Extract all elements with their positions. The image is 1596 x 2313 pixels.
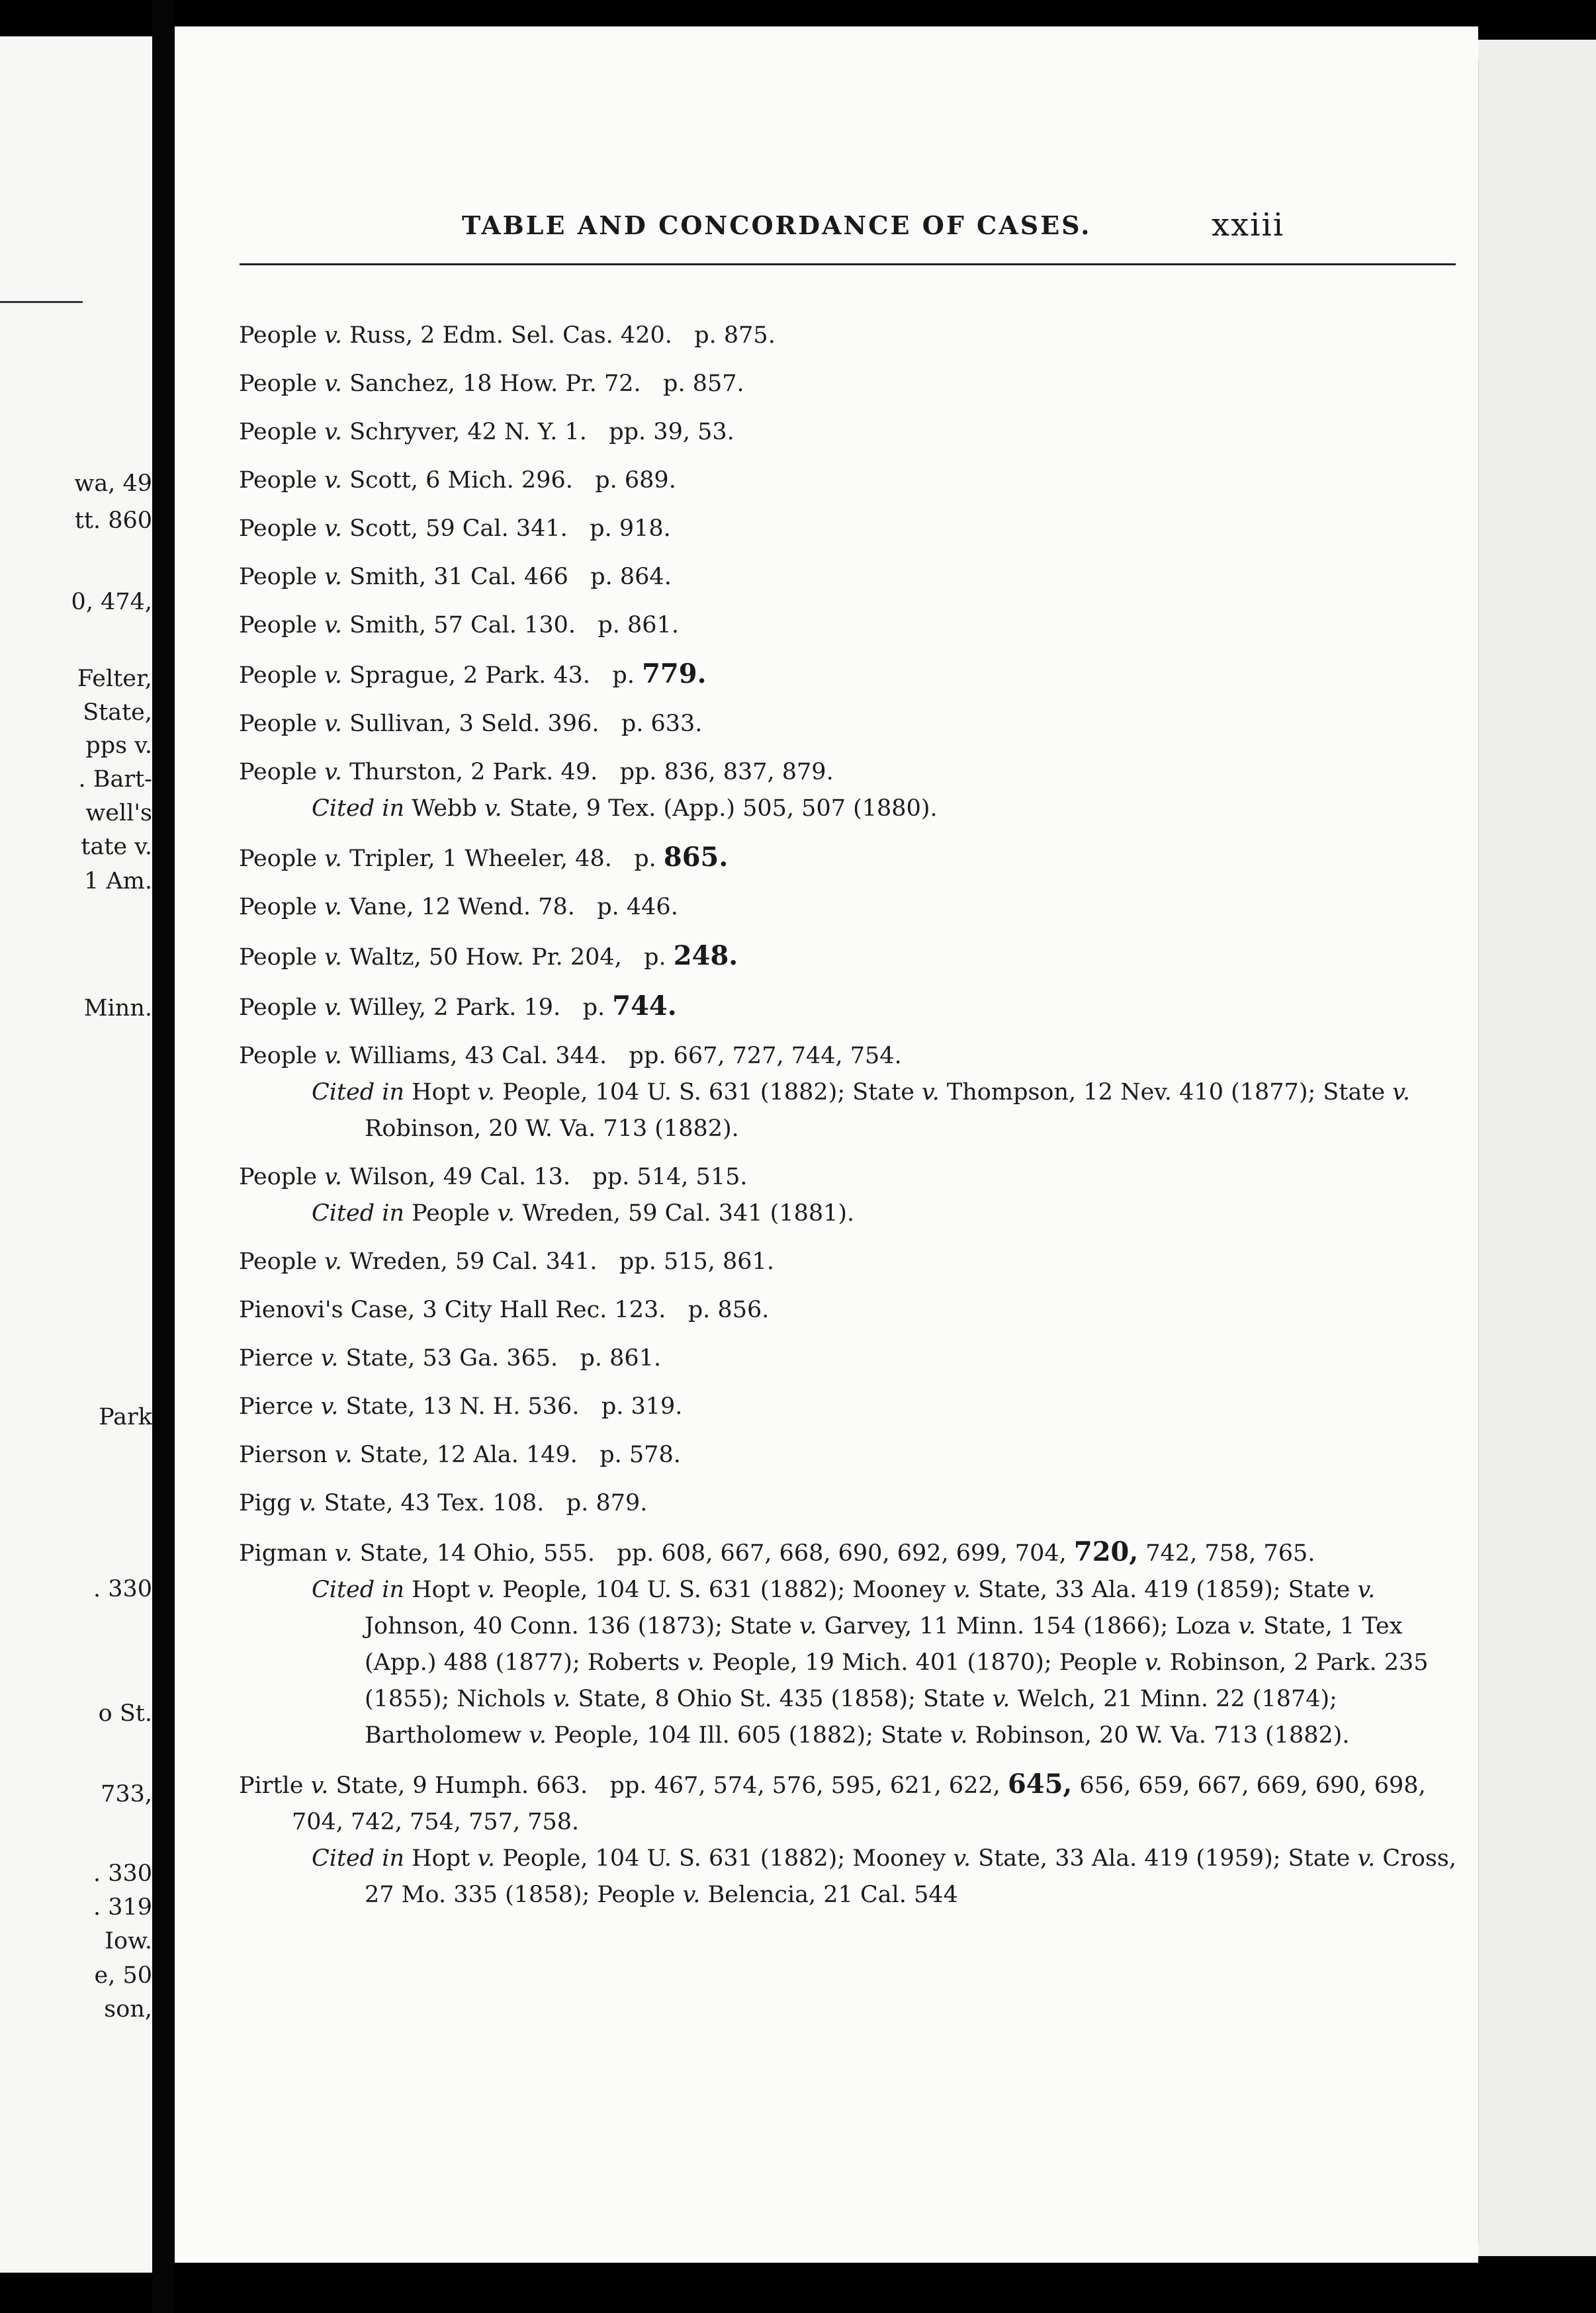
case-line: People v. Wreden, 59 Cal. 341. pp. 515, 861. — [239, 1248, 774, 1275]
left-page-fragment: State, — [83, 699, 152, 726]
page-number: xxiii — [1212, 206, 1285, 243]
cited-in-line: Cited in Hopt v. People, 104 U. S. 631 (1882); Mooney v. State, 33 Ala. 419 (1859); State v. Johnson, 40 Conn. 136 (1873); State v. Garvey, 11 Minn. 154 (1866); Loza v. State, 1 Tex (App.) 488 (1877); Roberts v. People, 19 Mich. 401 (1870); People v. Robinson, 2 Park. 235 (1855); Nichols v. State, 8 Ohio St. 435 (1858); State v. Welch, 21 Minn. 22 (1874); Bartholomew v. People, 104 Ill. 605 (1882); State v. Robinson, 20 W. Va. 713 (1882). — [312, 1577, 1429, 1749]
case-entry — [239, 607, 1470, 644]
case-entry — [239, 1159, 1470, 1232]
left-page-fragment: Minn. — [83, 995, 152, 1022]
case-line: People v. Thurston, 2 Park. 49. pp. 836, 837, 879. — [239, 759, 834, 785]
left-page-fragment: Felter, — [77, 666, 152, 692]
case-line: People v. Williams, 43 Cal. 344. pp. 667, 727, 744, 754. — [239, 1043, 902, 1069]
left-page-fragment: pps v. — [85, 732, 152, 759]
case-line: People v. Tripler, 1 Wheeler, 48. p. 865. — [239, 842, 729, 873]
left-page-fragment: wa, 49 — [74, 470, 152, 497]
case-entry — [239, 706, 1470, 742]
left-page-fragment: 0, 474, — [71, 589, 152, 615]
left-page-fragment: tt. 860 — [74, 507, 152, 534]
left-page-rule — [0, 301, 83, 303]
page-edge — [1476, 40, 1596, 2256]
case-line: People v. Vane, 12 Wend. 78. p. 446. — [239, 894, 678, 920]
case-line: Pierce v. State, 13 N. H. 536. p. 319. — [239, 1393, 683, 1420]
left-page-fragment: 1 Am. — [84, 868, 152, 895]
left-page-fragment: . 319 — [93, 1894, 152, 1921]
case-entry — [239, 889, 1470, 926]
left-page — [0, 36, 152, 2273]
case-entry — [239, 1534, 1470, 1754]
case-line: People v. Smith, 57 Cal. 130. p. 861. — [239, 612, 679, 638]
case-entry — [239, 1389, 1470, 1425]
case-line: Pigg v. State, 43 Tex. 108. p. 879. — [239, 1490, 648, 1516]
case-entry — [239, 988, 1470, 1026]
cited-in-line: Cited in Hopt v. People, 104 U. S. 631 (1882); Mooney v. State, 33 Ala. 419 (1959); State v. Cross, 27 Mo. 335 (1858); People v. Belencia, 21 Cal. 544 — [312, 1845, 1456, 1908]
case-entry — [239, 1244, 1470, 1280]
left-page-fragment: son, — [104, 1996, 152, 2023]
case-line: People v. Smith, 31 Cal. 466 p. 864. — [239, 564, 672, 590]
case-entry — [239, 754, 1470, 827]
header-rule — [240, 263, 1456, 265]
case-entry — [239, 1340, 1470, 1377]
cited-in-line: Cited in Webb v. State, 9 Tex. (App.) 505, 507 (1880). — [312, 795, 938, 822]
case-line: People v. Waltz, 50 How. Pr. 204, p. 248. — [239, 940, 738, 971]
left-page-fragment: Iow. — [105, 1928, 152, 1954]
case-entry — [239, 462, 1470, 499]
case-line: Pierson v. State, 12 Ala. 149. p. 578. — [239, 1442, 681, 1468]
left-page-fragment: Park — [99, 1404, 152, 1430]
case-line: People v. Scott, 6 Mich. 296. p. 689. — [239, 467, 676, 494]
cited-in-line: Cited in People v. Wreden, 59 Cal. 341 (1881). — [312, 1200, 855, 1227]
cited-in-line: Cited in Hopt v. People, 104 U. S. 631 (1882); State v. Thompson, 12 Nev. 410 (1877); State v. Robinson, 20 W. Va. 713 (1882). — [312, 1079, 1410, 1142]
case-line: People v. Willey, 2 Park. 19. p. 744. — [239, 990, 677, 1022]
case-line: Pierce v. State, 53 Ga. 365. p. 861. — [239, 1345, 662, 1372]
case-line: Pigman v. State, 14 Ohio, 555. pp. 608, 667, 668, 690, 692, 699, 704, 720, 742, 758, 765. — [239, 1536, 1315, 1567]
left-page-fragment: e, 50 — [94, 1962, 152, 1989]
running-header — [175, 206, 1485, 250]
case-entry — [239, 414, 1470, 451]
left-page-fragment: well's — [85, 800, 152, 826]
left-page-fragment: tate v. — [81, 834, 152, 860]
left-page-fragment: . 330 — [93, 1860, 152, 1887]
case-line: Pirtle v. State, 9 Humph. 663. pp. 467, 574, 576, 595, 621, 622, 645, 656, 659, 667, 669, 690, 698, 704, 742, 754, 757, 758. — [239, 1768, 1426, 1835]
header-title: TABLE AND CONCORDANCE OF CASES. — [462, 210, 1092, 240]
case-entry — [239, 1437, 1470, 1473]
right-page — [175, 26, 1478, 2263]
case-entry — [239, 318, 1470, 354]
case-line: People v. Sullivan, 3 Seld. 396. p. 633. — [239, 711, 703, 737]
case-line: People v. Sanchez, 18 How. Pr. 72. p. 857. — [239, 371, 744, 397]
case-entries — [239, 318, 1470, 1925]
left-page-fragment: . Bart- — [78, 766, 152, 793]
case-entry — [239, 366, 1470, 402]
left-page-fragment: o St. — [98, 1700, 152, 1727]
case-line: People v. Sprague, 2 Park. 43. p. 779. — [239, 658, 707, 689]
case-entry — [239, 559, 1470, 595]
case-line: People v. Wilson, 49 Cal. 13. pp. 514, 515. — [239, 1164, 748, 1190]
book-gutter — [152, 0, 175, 2313]
case-line: People v. Russ, 2 Edm. Sel. Cas. 420. p. 875. — [239, 322, 776, 349]
case-entry — [239, 839, 1470, 877]
case-entry — [239, 656, 1470, 694]
case-line: Pienovi's Case, 3 City Hall Rec. 123. p. 856. — [239, 1297, 770, 1323]
case-entry — [239, 511, 1470, 547]
case-line: People v. Schryver, 42 N. Y. 1. pp. 39, 53. — [239, 419, 734, 445]
case-entry — [239, 1292, 1470, 1329]
left-page-fragment: 733, — [101, 1781, 152, 1808]
left-page-fragment: . 330 — [93, 1576, 152, 1602]
case-entry — [239, 938, 1470, 976]
case-line: People v. Scott, 59 Cal. 341. p. 918. — [239, 515, 671, 542]
case-entry — [239, 1766, 1470, 1913]
case-entry — [239, 1485, 1470, 1522]
case-entry — [239, 1038, 1470, 1147]
